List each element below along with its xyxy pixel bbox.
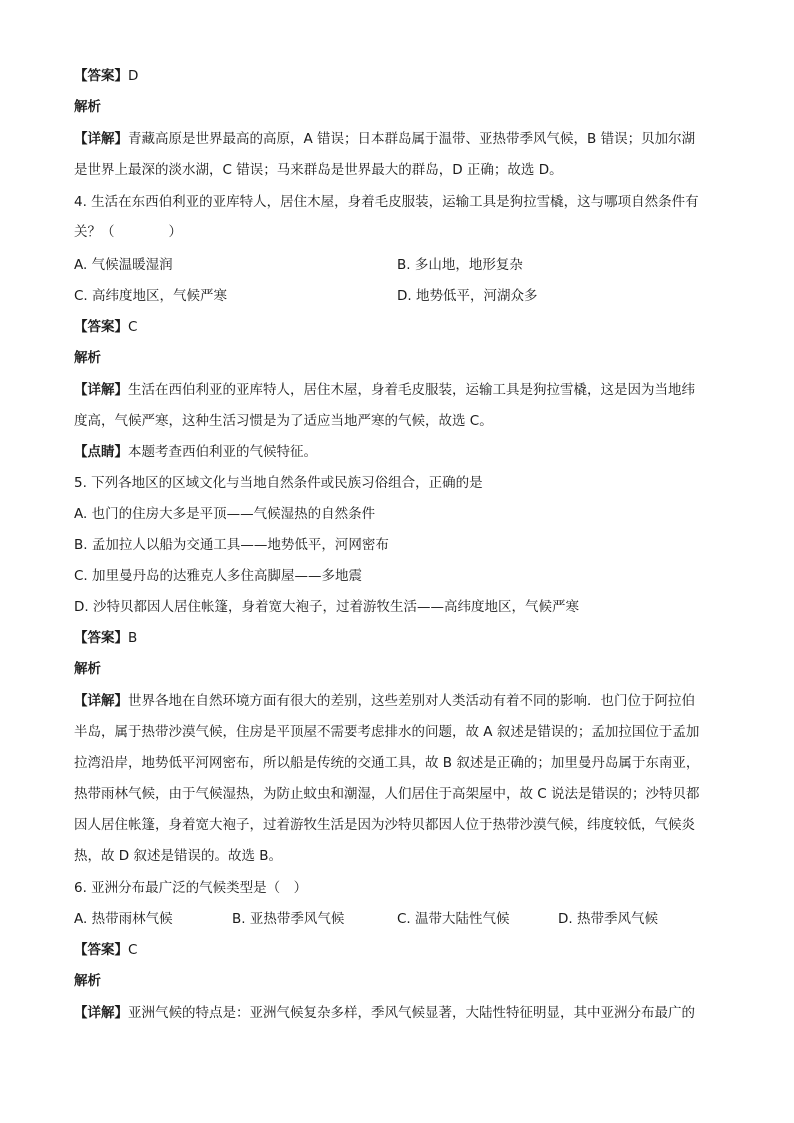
q5-answer-line [74, 628, 724, 648]
q6-option-b: B. 亚热带季风气候 [232, 911, 345, 927]
q3-detail-line-1 [74, 129, 724, 149]
comment-text: 本题考查西伯利亚的气候特征。 [128, 444, 317, 460]
q4-stem-line-2: 关？（ ） [74, 224, 182, 240]
answer-value: C [128, 319, 138, 335]
q3-answer-line [74, 66, 724, 86]
q3-analysis-heading: 解析 [74, 99, 101, 115]
answer-label: 【答案】 [74, 68, 128, 84]
detail-text: 世界各地在自然环境方面有很大的差别，这些差别对人类活动有着不同的影响．也门位于阿拉伯 [128, 693, 695, 709]
q5-detail-line-3: 拉湾沿岸，地势低平河网密布，所以船是传统的交通工具，故 B 叙述是正确的；加里曼丹岛属于东南亚， [74, 755, 700, 771]
q5-detail-line-2: 半岛，属于热带沙漠气候，住房是平顶屋不需要考虑排水的问题，故 A 叙述是错误的；孟加拉国位于孟加 [74, 724, 700, 740]
answer-label: 【答案】 [74, 630, 128, 646]
q4-option-d: D. 地势低平，河湖众多 [397, 288, 538, 304]
q4-detail-line-2: 度高，气候严寒，这种生活习惯是为了适应当地严寒的气候，故选 C。 [74, 413, 493, 429]
q6-stem: 6. 亚洲分布最广泛的气候类型是（ ） [74, 880, 308, 896]
q5-option-d: D. 沙特贝都因人居住帐篷，身着宽大袍子，过着游牧生活——高纬度地区，气候严寒 [74, 599, 579, 615]
detail-text: 青藏高原是世界最高的高原，A 错误；日本群岛属于温带、亚热带季风气候，B 错误；贝加尔湖 [128, 131, 696, 147]
q5-stem: 5. 下列各地区的区域文化与当地自然条件或民族习俗组合，正确的是 [74, 475, 483, 491]
q6-option-a: A. 热带雨林气候 [74, 911, 173, 927]
q5-detail-line-6: 热，故 D 叙述是错误的。故选 B。 [74, 848, 283, 864]
q5-option-b: B. 孟加拉人以船为交通工具——地势低平，河网密布 [74, 537, 389, 553]
answer-label: 【答案】 [74, 942, 128, 958]
q5-detail-line-4: 热带雨林气候，由于气候湿热，为防止蚊虫和潮湿，人们居住于高架屋中，故 C 说法是错误的；沙特贝都 [74, 786, 700, 802]
q4-option-c: C. 高纬度地区，气候严寒 [74, 288, 228, 304]
q4-option-a: A. 气候温暖湿润 [74, 257, 173, 273]
q5-option-a: A. 也门的住房大多是平顶——气候湿热的自然条件 [74, 506, 376, 522]
q4-stem-line-1: 4. 生活在东西伯利亚的亚库特人，居住木屋，身着毛皮服装，运输工具是狗拉雪橇，这与哪项自然条件有 [74, 194, 699, 210]
comment-label: 【点睛】 [74, 444, 128, 460]
q4-answer-line [74, 317, 724, 337]
answer-label: 【答案】 [74, 319, 128, 335]
q6-option-c: C. 温带大陆性气候 [397, 911, 510, 927]
q5-analysis-heading: 解析 [74, 661, 101, 677]
q5-option-c: C. 加里曼丹岛的达雅克人多住高脚屋——多地震 [74, 568, 363, 584]
q4-option-b: B. 多山地，地形复杂 [397, 257, 523, 273]
detail-text: 亚洲气候的特点是：亚洲气候复杂多样，季风气候显著，大陆性特征明显，其中亚洲分布最广的 [128, 1005, 695, 1021]
q4-detail-line-1 [74, 380, 724, 400]
detail-text: 生活在西伯利亚的亚库特人，居住木屋，身着毛皮服装，运输工具是狗拉雪橇，这是因为当地纬 [128, 382, 695, 398]
answer-value: C [128, 942, 138, 958]
q5-detail-line-5: 因人居住帐篷，身着宽大袍子，过着游牧生活是因为沙特贝都因人位于热带沙漠气候，纬度较低，气候炎 [74, 817, 695, 833]
q6-answer-line [74, 940, 724, 960]
q5-detail-line-1 [74, 691, 724, 711]
detail-label: 【详解】 [74, 693, 128, 709]
detail-label: 【详解】 [74, 131, 128, 147]
detail-label: 【详解】 [74, 1005, 128, 1021]
answer-value: D [128, 68, 139, 84]
q4-analysis-heading: 解析 [74, 350, 101, 366]
q4-comment-line [74, 442, 724, 462]
q6-analysis-heading: 解析 [74, 973, 101, 989]
q3-detail-line-2: 是世界上最深的淡水湖，C 错误；马来群岛是世界最大的群岛，D 正确；故选 D。 [74, 162, 563, 178]
q6-option-d: D. 热带季风气候 [558, 911, 658, 927]
q6-detail-line-1 [74, 1003, 724, 1023]
answer-value: B [128, 630, 138, 646]
detail-label: 【详解】 [74, 382, 128, 398]
